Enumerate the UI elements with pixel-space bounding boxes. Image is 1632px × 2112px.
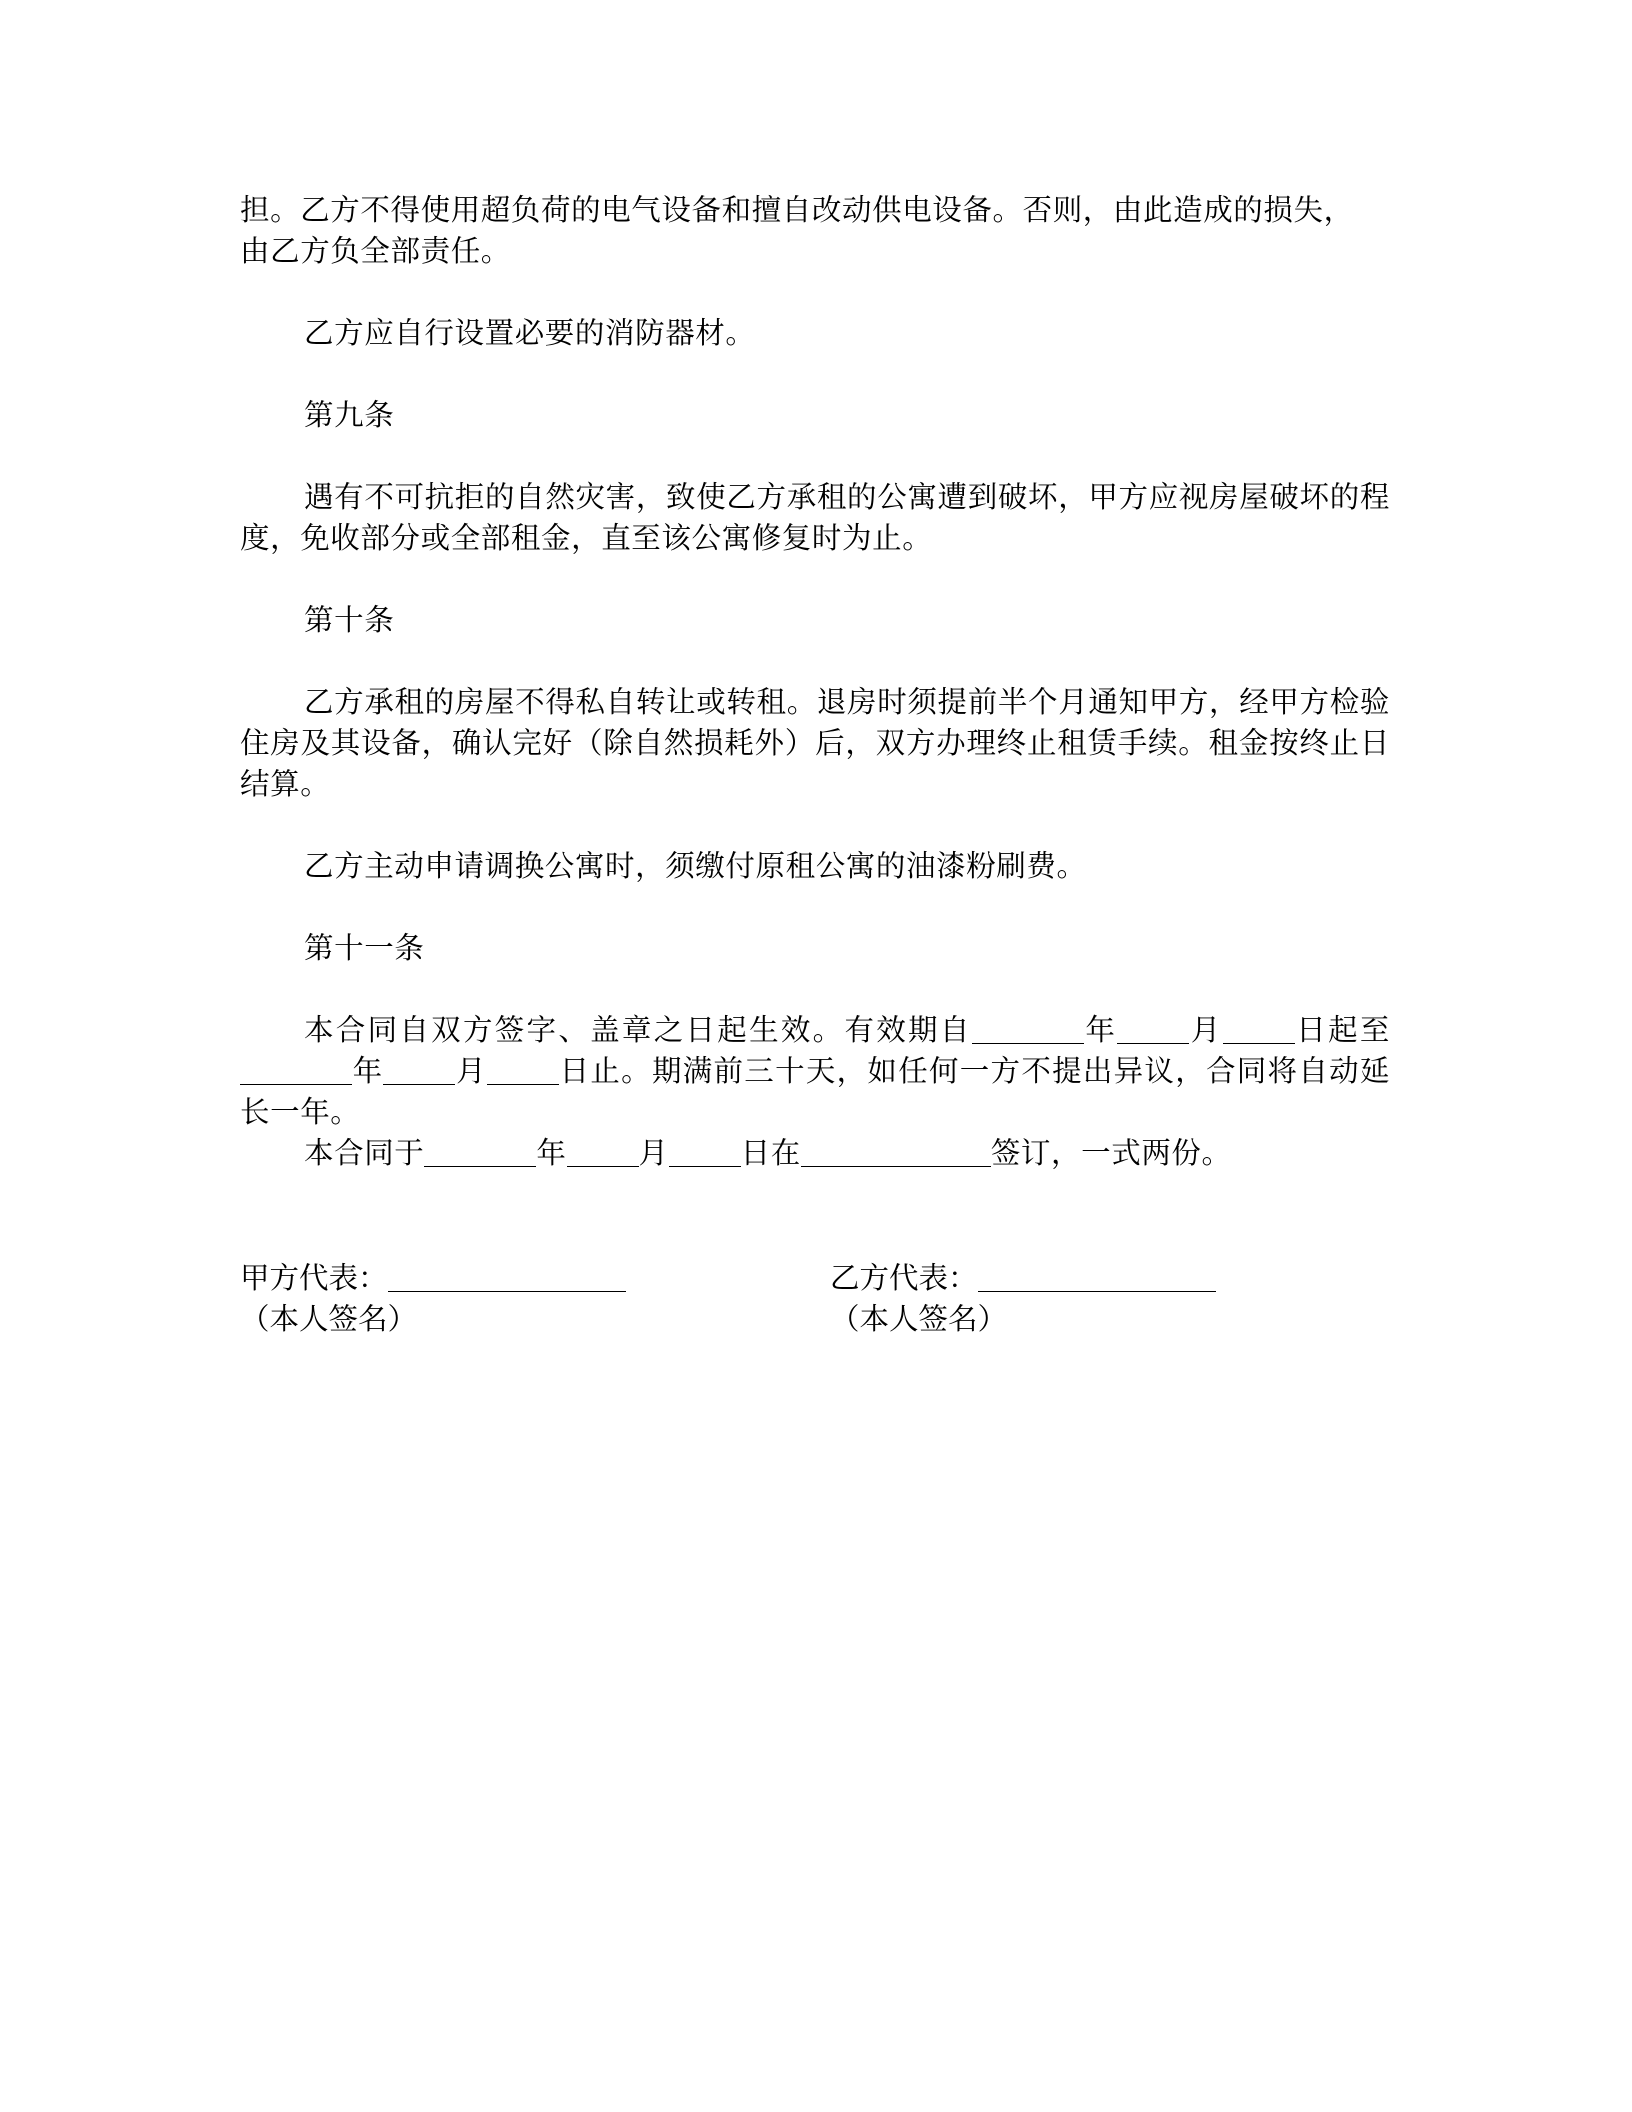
party-b-signature bbox=[830, 1258, 1216, 1340]
article-9-body: 遇有不可抗拒的自然灾害，致使乙方承租的公寓遭到破坏，甲方应视房屋破坏的程度，免收部分或全部租金，直至该公寓修复时为止。 bbox=[240, 480, 1390, 555]
sign-month-blank[interactable] bbox=[567, 1136, 639, 1167]
contract-page bbox=[240, 190, 1390, 1174]
clause-electric-line2: 由乙方负全部责任。 bbox=[240, 234, 511, 268]
sign-day-label: 日在 bbox=[740, 1136, 801, 1170]
sign-day-blank[interactable] bbox=[669, 1136, 741, 1167]
article-10-title: 第十条 bbox=[304, 603, 395, 637]
article-10-body-2: 乙方主动申请调换公寓时，须缴付原租公寓的油漆粉刷费。 bbox=[304, 849, 1087, 883]
party-a-label: 甲方代表： bbox=[240, 1261, 388, 1295]
start-year-blank[interactable] bbox=[972, 1013, 1084, 1044]
party-a-signature-line[interactable] bbox=[388, 1261, 626, 1292]
clause-fire-equipment: 乙方应自行设置必要的消防器材。 bbox=[304, 316, 756, 350]
validity-text-start: 本合同自双方签字、盖章之日起生效。有效期自 bbox=[304, 1013, 972, 1047]
start-month-blank[interactable] bbox=[1117, 1013, 1189, 1044]
signing-suffix: 签订，一式两份。 bbox=[990, 1136, 1232, 1170]
start-year-label: 年 bbox=[1083, 1013, 1118, 1047]
signing-prefix: 本合同于 bbox=[304, 1136, 425, 1170]
sign-year-blank[interactable] bbox=[424, 1136, 536, 1167]
end-month-label: 月 bbox=[455, 1054, 487, 1088]
article-11-title: 第十一条 bbox=[304, 931, 425, 965]
clause-electric-liability bbox=[240, 190, 1390, 272]
sign-place-blank[interactable] bbox=[801, 1136, 991, 1167]
party-a-signature bbox=[240, 1258, 626, 1340]
start-day-label: 日起 bbox=[1294, 1013, 1360, 1047]
end-day-blank[interactable] bbox=[487, 1054, 559, 1085]
end-day-text: 日止。期满前三十天，如任何一方不提出异议，合同将自动延长一年。 bbox=[240, 1054, 1390, 1129]
party-b-note: （本人签名） bbox=[830, 1302, 1008, 1336]
end-month-blank[interactable] bbox=[383, 1054, 455, 1085]
clause-electric-line1: 担。乙方不得使用超负荷的电气设备和擅自改动供电设备。否则，由此造成的损失， bbox=[240, 193, 1354, 227]
article-11-signing bbox=[240, 1133, 1390, 1174]
sign-month-label: 月 bbox=[638, 1136, 669, 1170]
start-day-blank[interactable] bbox=[1223, 1013, 1295, 1044]
end-year-label: 年 bbox=[352, 1054, 384, 1088]
article-11-validity bbox=[240, 1010, 1390, 1133]
article-9-title: 第九条 bbox=[304, 398, 395, 432]
party-b-signature-line[interactable] bbox=[978, 1261, 1216, 1292]
start-month-label: 月 bbox=[1189, 1013, 1223, 1047]
end-year-blank[interactable] bbox=[240, 1054, 352, 1085]
article-10-body: 乙方承租的房屋不得私自转让或转租。退房时须提前半个月通知甲方，经甲方检验住房及其设备，确认完好（除自然损耗外）后，双方办理终止租赁手续。租金按终止日结算。 bbox=[240, 685, 1390, 801]
to-label: 至 bbox=[1359, 1013, 1390, 1047]
party-b-label: 乙方代表： bbox=[830, 1261, 978, 1295]
sign-year-label: 年 bbox=[536, 1136, 567, 1170]
party-a-note: （本人签名） bbox=[240, 1302, 418, 1336]
